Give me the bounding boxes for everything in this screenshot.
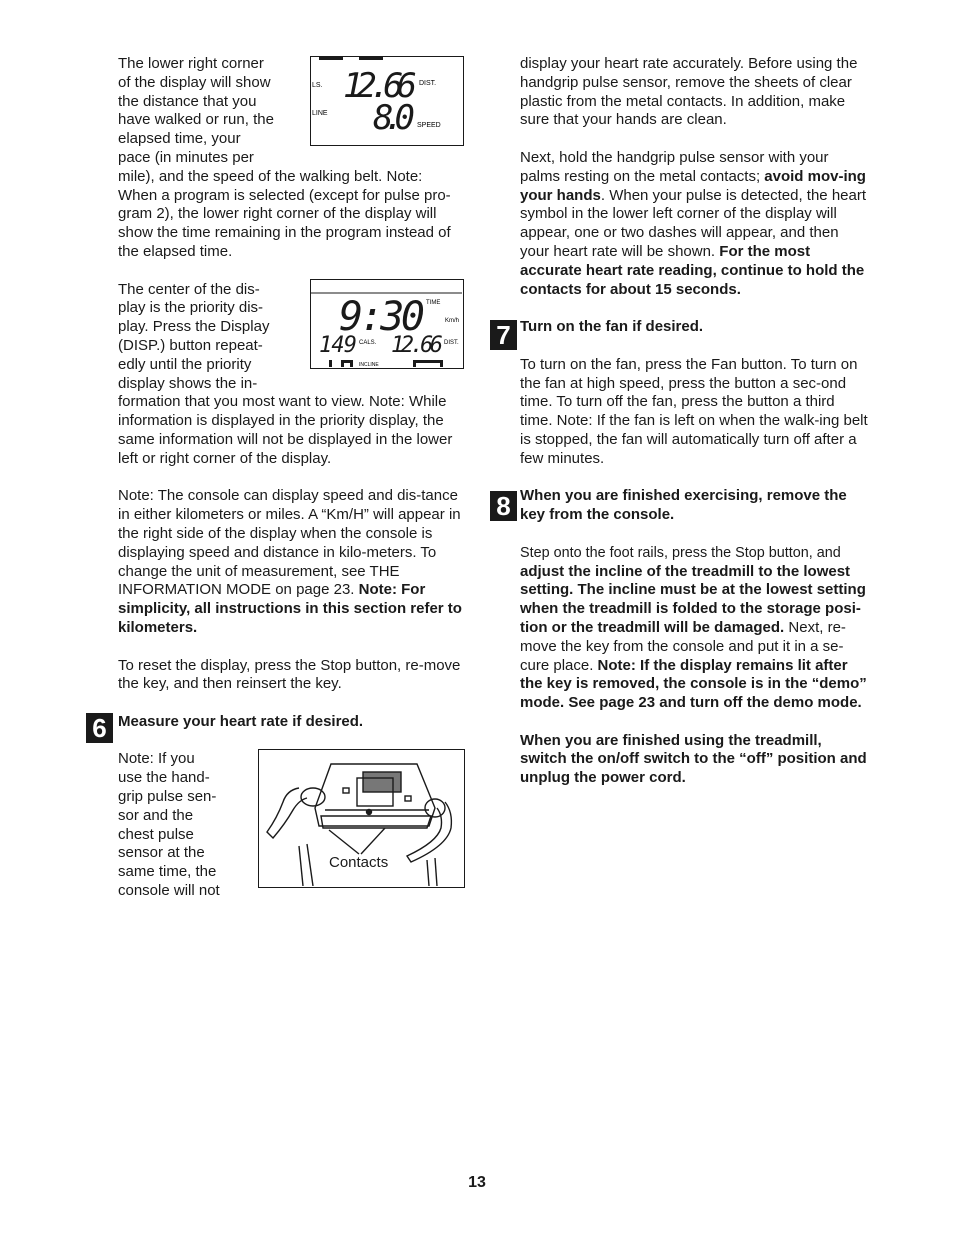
line: display shows the in- <box>118 374 258 392</box>
para-rest: mile), and the speed of the walking belt. Note: When a program is selected (except for pulse pro-gram 2), the lower right corner of the display will show the time remaining in the program instead of the elapsed time. <box>118 167 451 260</box>
label-dist: DIST. <box>444 339 459 346</box>
line: pace (in minutes per <box>118 148 254 166</box>
label-speed: SPEED <box>417 122 441 129</box>
step8-heading: When you are finished exercising, remove the key from the console. <box>520 487 847 524</box>
text: . When your pulse is detected, the heart symbol in the lower left corner of the display will appear, one or two dashes will appear, and then your heart rate will be shown. <box>520 186 867 260</box>
text: Step onto the foot rails, press the Stop button, and <box>520 544 841 561</box>
line: The lower right corner <box>118 55 264 72</box>
line: The center of the dis- <box>118 280 260 298</box>
line: console will not <box>118 882 220 900</box>
line: Note: If you <box>118 750 195 768</box>
step-number-7: 7 <box>490 320 517 350</box>
label-ls: LS. <box>312 82 323 89</box>
line: of the display will show <box>118 73 271 91</box>
label-incline: INCLINE <box>359 361 379 367</box>
digits-dist: 12.66 <box>391 332 443 358</box>
para-heart-rate-accuracy: display your heart rate accurately. Before using the handgrip pulse sensor, remove the sheets of clear plastic from the metal contacts. In addition, make sure that your hands are clean. <box>520 55 858 129</box>
step8-final: When you are finished using the treadmill, switch the on/off switch to the “off” position and unplug the power cord. <box>520 731 867 787</box>
page-number: 13 <box>468 1174 486 1191</box>
left-column <box>118 55 464 901</box>
right-column <box>520 55 870 788</box>
line: sensor at the <box>118 844 205 862</box>
lcd-priority-icon <box>311 280 462 367</box>
step8-body <box>520 544 870 713</box>
display-figure-priority <box>310 279 464 369</box>
text: Next, hold the handgrip pulse sensor with your palms resting on the metal contacts; <box>520 148 829 185</box>
line: chest pulse <box>118 825 194 843</box>
para-rest: formation that you most want to view. Note: While information is displayed in the priority display, the same information will not be displayed in the lower left or right corner of the display. <box>118 393 453 467</box>
line: (DISP.) button repeat- <box>118 336 263 354</box>
label-kmh: Km/h <box>445 317 460 324</box>
line: use the hand- <box>118 769 210 787</box>
line: grip pulse sen- <box>118 788 217 806</box>
text: Next, re-move the key from the console and put it in a se-cure place. <box>520 618 846 674</box>
lcd-display-icon <box>311 57 462 144</box>
contacts-label: Contacts <box>329 854 389 872</box>
digits-distance: 12.66 <box>343 66 417 106</box>
step-number-8: 8 <box>490 491 517 521</box>
text-bold: For the most accurate heart rate reading, continue to hold the contacts for about 15 seconds. <box>520 242 865 298</box>
para-units-bold: Note: For simplicity, all instructions in this section refer to kilometers. <box>118 581 462 636</box>
handgrip-figure <box>258 749 465 888</box>
line: elapsed time, your <box>118 130 241 148</box>
text-bold: adjust the incline of the treadmill to the lowest setting. The incline must be at the lowest setting when the treadmill is folded to the storage posi-tion or the treadmill will be damaged. <box>520 562 866 636</box>
digits-time: 9:30 <box>339 293 425 340</box>
para-units-text: Note: The console can display speed and dis-tance in either kilometers or miles. A “Km/H” will appear in the right side of the display when the console is displaying speed and distance in kilo-meters. To change the unit of measurement, see THE INFORMATION MODE on page 23. <box>118 487 461 599</box>
step-number-6: 6 <box>86 713 113 743</box>
para-units <box>118 487 464 637</box>
line: edly until the priority <box>118 355 252 373</box>
label-time: TIME <box>426 299 441 306</box>
line: play. Press the Display <box>118 318 270 336</box>
digits-speed: 8.0 <box>373 98 415 138</box>
para-reset: To reset the display, press the Stop button, re-move the key, and then reinsert the key. <box>118 656 461 693</box>
para-handgrip <box>520 149 870 299</box>
line: sor and the <box>118 806 194 824</box>
line: same time, the <box>118 863 217 881</box>
treadmill-console-icon <box>259 750 463 886</box>
step7-body: To turn on the fan, press the Fan button. To turn on the fan at high speed, press the button a sec-ond time. To turn off the fan, press the button a third time. Note: If the fan is left on when the walk-ing belt is stopped, the fan will automatically turn off after a few minutes. <box>520 355 868 467</box>
label-dist: DIST. <box>419 80 437 87</box>
line: have walked or run, the <box>118 111 274 129</box>
step6-heading: Measure your heart rate if desired. <box>118 712 364 730</box>
line: play is the priority dis- <box>118 299 264 317</box>
label-line: LINE <box>312 110 328 117</box>
display-figure-distance-speed <box>310 56 464 146</box>
label-cals: CALS. <box>359 339 377 346</box>
text-bold: avoid mov-ing your hands <box>520 167 866 204</box>
line: the distance that you <box>118 92 257 110</box>
text-bold: Note: If the display remains lit after the key is removed, the console is in the “demo” mode. See page 23 and turn off the demo mode. <box>520 656 867 712</box>
digits-cals: 149 <box>319 332 357 358</box>
step7-heading: Turn on the fan if desired. <box>520 318 704 336</box>
